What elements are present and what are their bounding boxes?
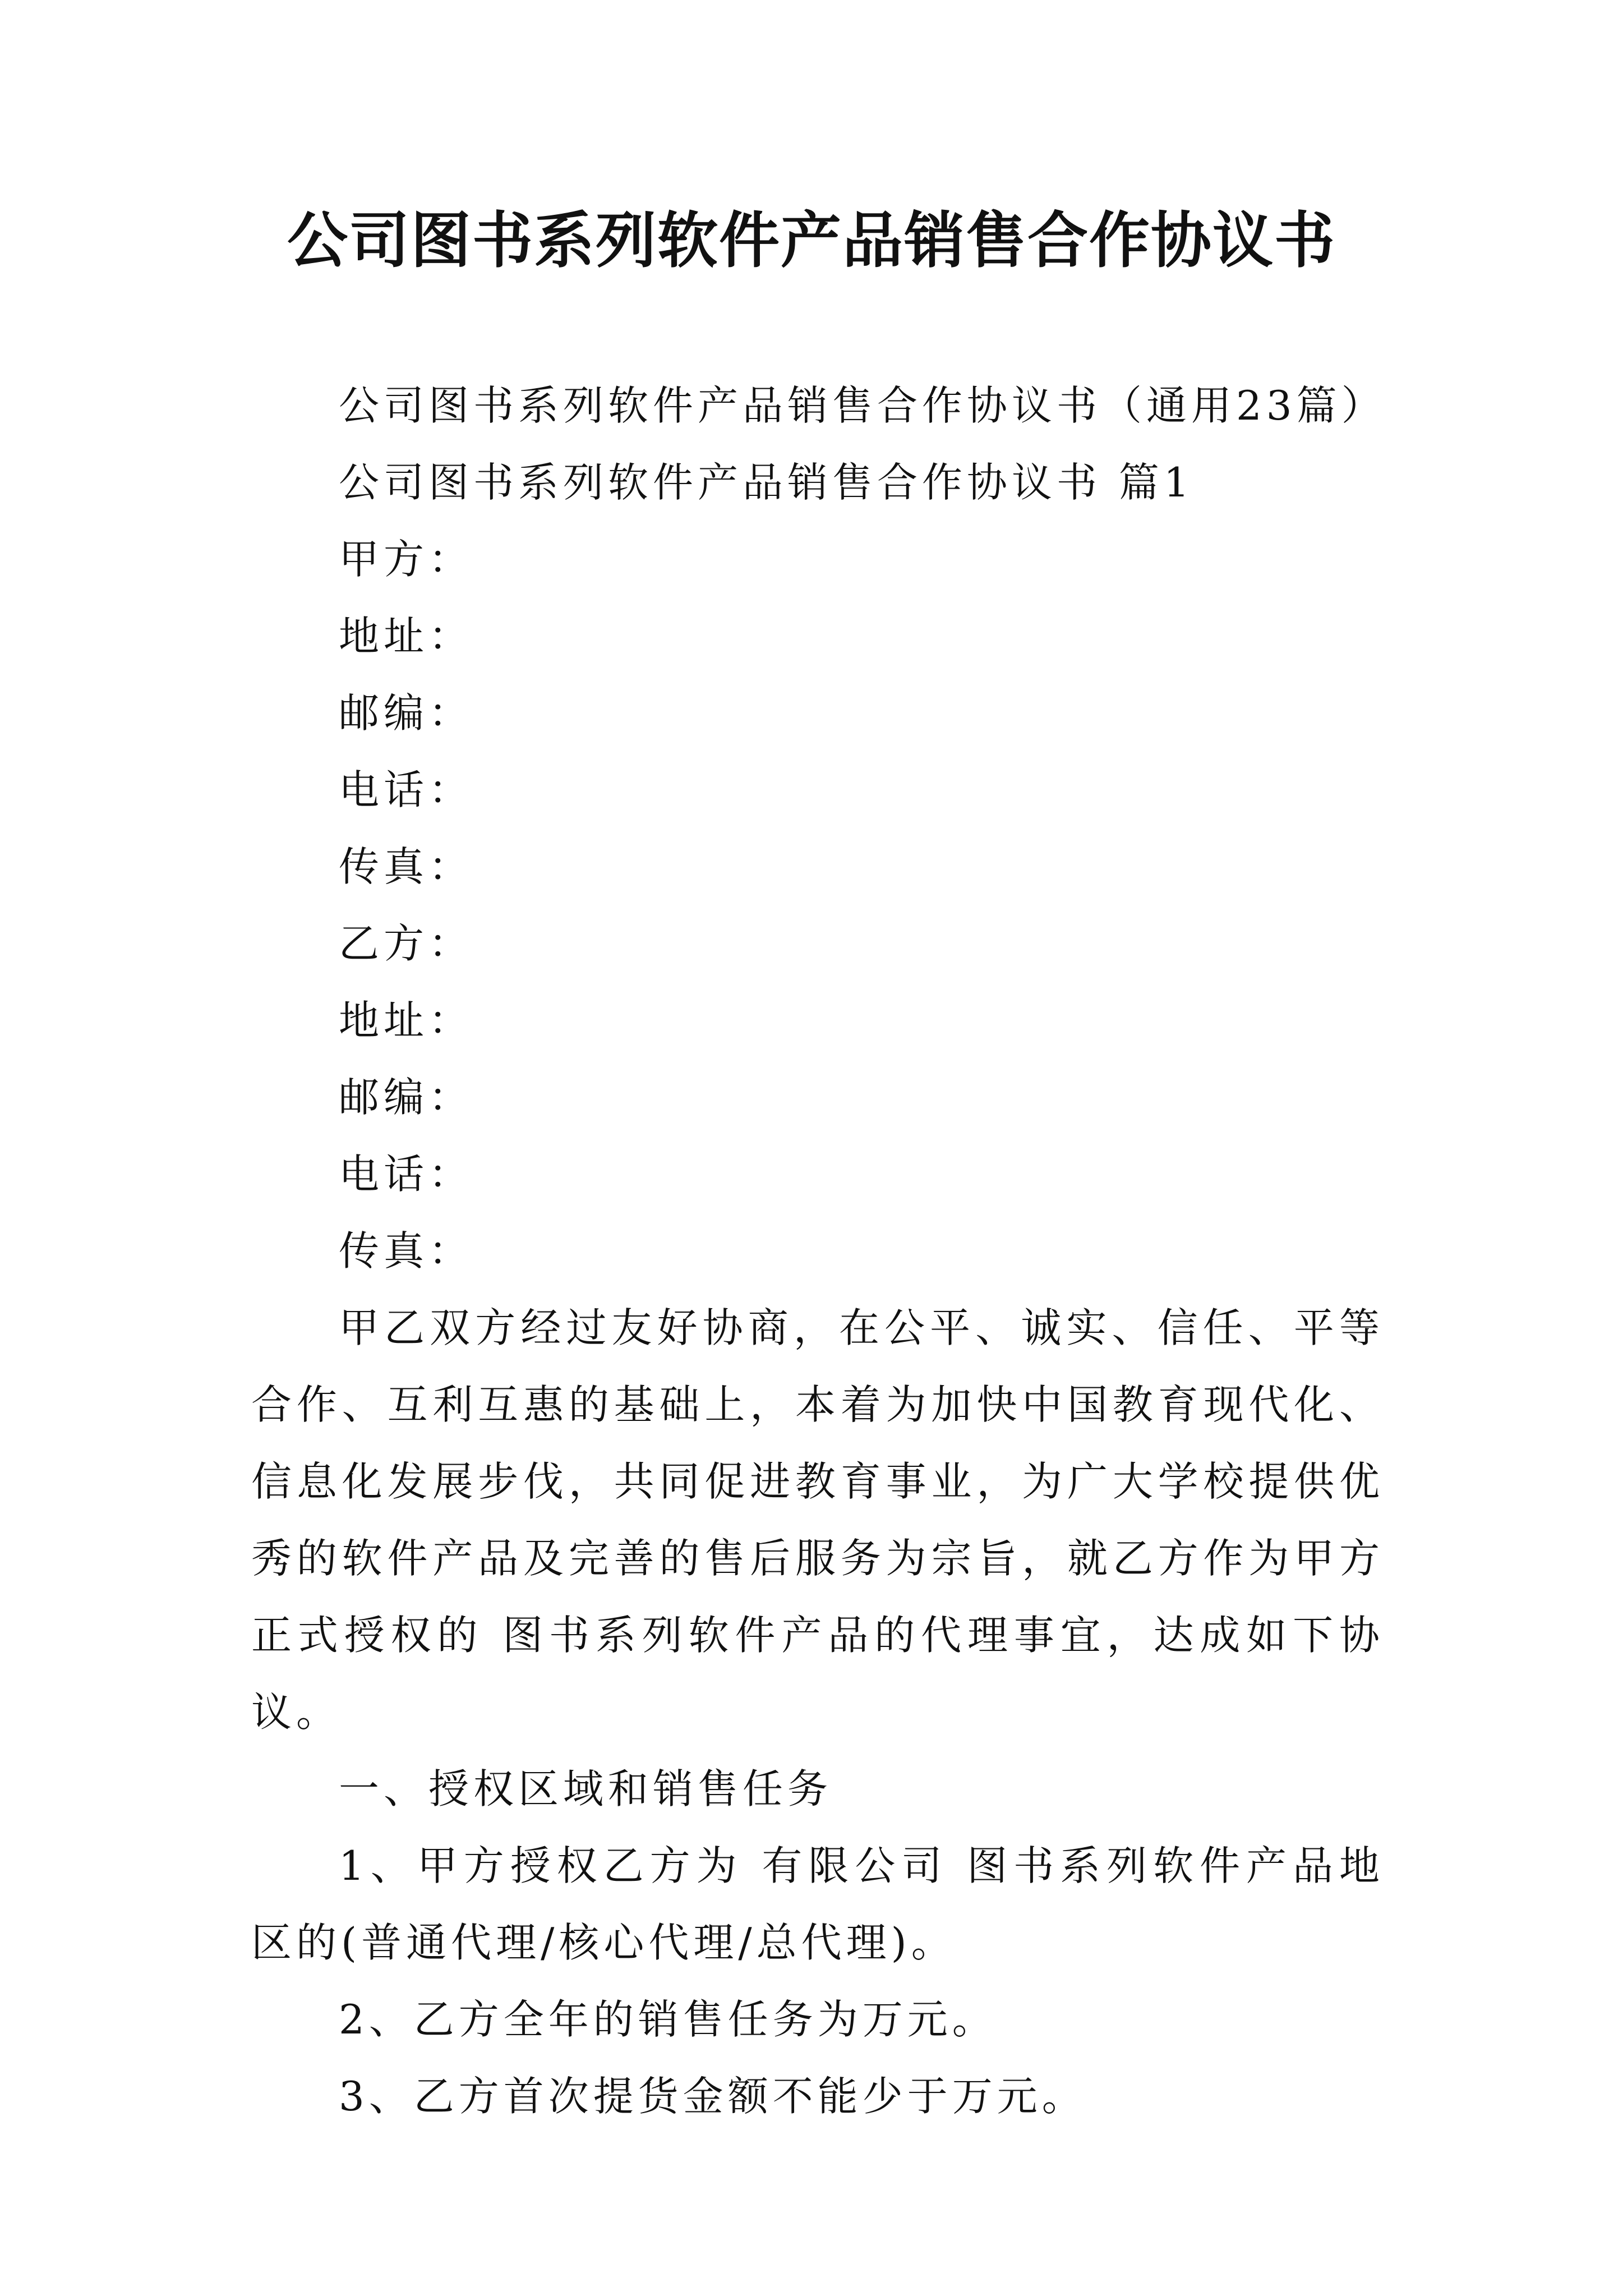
party-b-address-label: 地址： xyxy=(339,997,474,1044)
clause-1-item: 2、乙方全年的销售任务为万元。 xyxy=(339,1996,997,2043)
document-body xyxy=(251,367,1384,2135)
intro-paragraph: 甲乙双方经过友好协商，在公平、诚实、信任、平等合作、互利互惠的基础上，本着为加快中国教育现代化、信息化发展步伐，共同促进教育事业，为广大学校提供优秀的软件产品及完善的售后服务为宗旨，就乙方作为甲方正式授权的 图书系列软件产品的代理事宜，达成如下协议。 xyxy=(251,1304,1384,1736)
clause-1-item: 3、乙方首次提货金额不能少于万元。 xyxy=(339,2073,1087,2120)
section-heading: 公司图书系列软件产品销售合作协议书 篇1 xyxy=(339,459,1194,506)
party-a-name-label: 甲方： xyxy=(339,536,474,583)
party-b-fax-label: 传真： xyxy=(339,1227,474,1274)
document-subtitle: 公司图书系列软件产品销售合作协议书（通用23篇） xyxy=(339,382,1386,429)
clause-1-item: 1、甲方授权乙方为 有限公司 图书系列软件产品地区的(普通代理/核心代理/总代理)。 xyxy=(251,1842,1384,1966)
document-title: 公司图书系列软件产品销售合作协议书 xyxy=(287,206,1336,276)
party-b-name-label: 乙方： xyxy=(339,920,474,967)
party-a-phone-label: 电话： xyxy=(339,766,474,813)
party-b-phone-label: 电话： xyxy=(339,1151,474,1198)
clause-1-heading: 一、授权区域和销售任务 xyxy=(339,1765,833,1812)
party-b-postcode-label: 邮编： xyxy=(339,1074,474,1121)
party-a-postcode-label: 邮编： xyxy=(339,689,474,737)
party-a-fax-label: 传真： xyxy=(339,843,474,890)
party-a-address-label: 地址： xyxy=(339,613,474,660)
